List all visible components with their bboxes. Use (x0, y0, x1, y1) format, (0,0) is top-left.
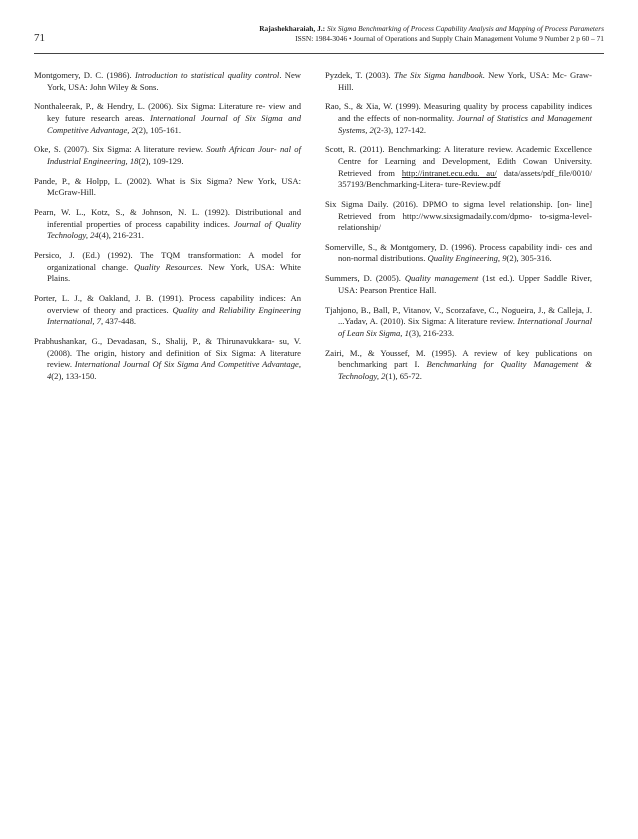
reference-entry: Persico, J. (Ed.) (1992). The TQM transformation: A model for organizational change. Quality Resources. New York, USA: White Plains. (34, 250, 301, 284)
reference-link[interactable]: http://intranet.ecu.edu. au/ (401, 167, 497, 178)
reference-entry: Six Sigma Daily. (2016). DPMO to sigma level relationship. [on- line] Retrieved from http://www.sixsigmadaily.com/dpmo- to-sigma-level-relationship/ (325, 198, 592, 233)
reference-entry: Pande, P., & Holpp, L. (2002). What is Six Sigma? New York, USA: McGraw-Hill. (34, 175, 301, 198)
reference-entry: Porter, L. J., & Oakland, J. B. (1991). Process capability indices: An overview of theory and practices. Quality and Reliability Engineering International, 7, 437-448. (34, 293, 301, 327)
page-number: 71 (34, 32, 45, 44)
reference-entry: Rao, S., & Xia, W. (1999). Measuring quality by process capability indices and the effects of non-normality. Journal of Statistics and Management Systems, 2(2-3), 127-142. (325, 101, 592, 135)
header-author: Rajashekharaiah, J.: (259, 24, 326, 33)
header-journal-line: ISSN: 1984-3046 • Journal of Operations and Supply Chain Management Volume 9 Number 2 p 60 – 71 (295, 34, 604, 43)
reference-entry: Montgomery, D. C. (1986). Introduction to statistical quality control. New York, USA: John Wiley & Sons. (34, 70, 301, 92)
reference-entry: Somerville, S., & Montgomery, D. (1996). Process capability indi- ces and non-normal distributions. Quality Engineering, 9(2), 305-316. (325, 241, 592, 264)
running-header (34, 24, 604, 52)
reference-entry: Nonthaleerak, P., & Hendry, L. (2006). Six Sigma: Literature re- view and key future research areas. International Journal of Six Sigma and Competitive Advantage, 2(2), 105-161. (34, 101, 301, 135)
reference-entry: Prabhushankar, G., Devadasan, S., Shalij, P., & Thirunavukkara- su, V. (2008). The origin, history and definition of Six Sigma: A literature review. International Journal Of Six Sigma And Competitive Advantage, 4(2), 133-150. (34, 336, 301, 381)
reference-entry: Pearn, W. L., Kotz, S., & Johnson, N. L. (1992). Distributional and inferential properties of process capability indices. Journal of Quality Technology, 24(4), 216-231. (34, 207, 301, 241)
references-left-column (34, 70, 301, 391)
header-title: Six Sigma Benchmarking of Process Capability Analysis and Mapping of Process Parameters (326, 24, 604, 33)
reference-entry: Scott, R. (2011). Benchmarking: A literature review. Academic Excellence Centre for Learning and Development, Edith Cowan University. Retrieved from http://intranet.ecu.edu. au/ data/assets/pdf_file/0010/ 357193/Benchmarking-Litera- ture-Review.pdf (325, 144, 592, 190)
references-right-column (325, 70, 592, 391)
header-citation (259, 24, 604, 44)
reference-entry: Pyzdek, T. (2003). The Six Sigma handbook. New York, USA: Mc- Graw-Hill. (325, 70, 592, 92)
reference-entry: Tjahjono, B., Ball, P., Vitanov, V., Scorzafave, C., Nogueira, J., & Calleja, J. ...Yadav, A. (2010). Six Sigma: A literature review. International Journal of Lean Six Sigma, 1(3), 216-233. (325, 304, 592, 338)
reference-entry: Oke, S. (2007). Six Sigma: A literature review. South African Jour- nal of Industrial Engineering, 18(2), 109-129. (34, 144, 301, 166)
reference-entry: Zairi, M., & Youssef, M. (1995). A review of key publications on benchmarking part I. Benchmarking for Quality Management & Technology, 2(1), 65-72. (325, 347, 592, 381)
reference-entry: Summers, D. (2005). Quality management (1st ed.). Upper Saddle River, USA: Pearson Prentice Hall. (325, 273, 592, 295)
header-rule (34, 53, 604, 54)
